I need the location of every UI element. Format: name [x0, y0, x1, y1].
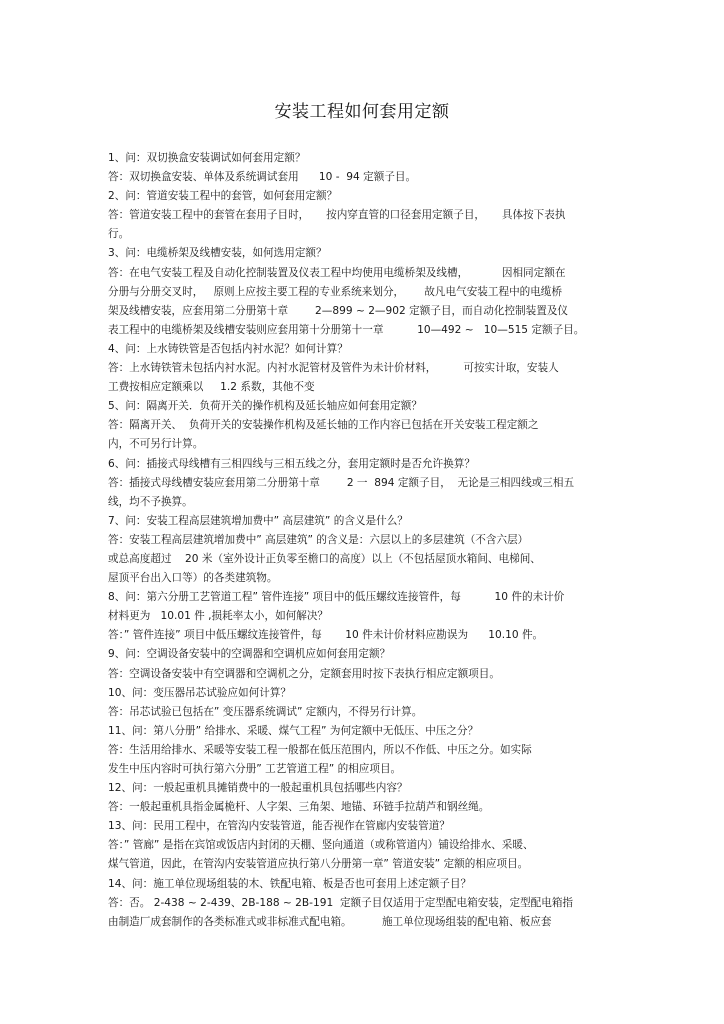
- text-line: 9、问：空调设备安装中的空调器和空调机应如何套用定额？: [108, 648, 391, 661]
- document-body: [108, 149, 612, 932]
- text-line: 答：双切换盒安装、单体及系统调试套用 10 - 94 定额子目。: [108, 171, 417, 184]
- text-line: 答：隔离开关、 负荷开关的安装操作机构及延长轴的工作内容已包括在开关安装工程定额之: [108, 419, 539, 432]
- text-line: 答：” 管廊” 是指在宾馆或饭店内封闭的天棚、竖向通道（或称管道内）铺设给排水、采暖、: [108, 839, 534, 852]
- text-line: 11、问：第八分册” 给排水、采暖、煤气工程” 为何定额中无低压、中压之分？: [108, 724, 479, 737]
- text-line: 答：安装工程高层建筑增加费中” 高层建筑” 的含义是：六层以上的多层建筑（不含六层）: [108, 533, 529, 546]
- text-line: 3、问：电缆桥架及线槽安装，如何选用定额？: [108, 247, 327, 260]
- text-line: 架及线槽安装，应套用第二分册第十章 2—899 ~ 2—902 定额子目，而自动化控制装置及仪: [108, 304, 569, 317]
- text-line: 材料更为 10.01 件 ,损耗率太小，如何解决？: [108, 610, 329, 623]
- text-line: 发生中压内容时可执行第六分册” 工艺管道工程” 的相应项目。: [108, 763, 402, 775]
- text-line: 由制造厂成套制作的各类标准式或非标准式配电箱。 施工单位现场组装的配电箱、板应套: [108, 915, 552, 928]
- text-line: 答：生活用给排水、采暖等安装工程一般都在低压范围内，所以不作低、中压之分。如实际: [108, 743, 532, 756]
- text-line: 答：” 管件连接” 项目中低压螺纹连接管件，每 10 件未计价材料应勘误为 10.10 件。: [108, 629, 544, 642]
- text-line: 煤气管道，因此，在管沟内安装管道应执行第八分册第一章” 管道安装” 定额的相应项目。: [108, 858, 529, 871]
- text-line: 2、问：管道安装工程中的套管，如何套用定额？: [108, 190, 338, 203]
- text-line: 1、问：双切换盒安装调试如何套用定额？: [108, 152, 306, 164]
- text-line: 行。: [108, 228, 130, 241]
- text-line: 或总高度超过 20 米（室外设计正负零至檐口的高度）以上（不包括屋顶水箱间、电梯间、: [108, 552, 541, 565]
- text-line: 5、问：隔离开关．负荷开关的操作机构及延长轴应如何套用定额？: [108, 400, 422, 413]
- text-line: 表工程中的电缆桥架及线槽安装则应套用第十分册第十一章 10—492 ~ 10—515 定额子目。: [108, 323, 585, 336]
- text-line: 内，不可另行计算。: [108, 438, 204, 451]
- text-line: 10、问：变压器吊芯试验应如何计算？: [108, 686, 291, 699]
- text-line: 4、问：上水铸铁管是否包括内衬水泥？如何计算？: [108, 342, 348, 355]
- text-line: 8、问：第六分册工艺管道工程” 管件连接” 项目中的低压螺纹连接管件，每 10 件的未计价: [108, 591, 565, 604]
- text-line: 工费按相应定额乘以 1.2 系数，其他不变: [108, 381, 315, 394]
- text-line: 答：管道安装工程中的套管在套用子目时， 按内穿直管的口径套用定额子目， 具体按下表执: [108, 209, 566, 222]
- text-line: 答：一般起重机具指金属桅杆、人字架、三角架、地锚、环链手拉葫芦和钢丝绳。: [108, 801, 490, 814]
- text-line: 13、问：民用工程中，在管沟内安装管道，能否视作在管廊内安装管道？: [108, 820, 450, 833]
- text-line: 线，均不予换算。: [108, 495, 193, 508]
- text-line: 答：吊芯试验已包括在” 变压器系统调试” 定额内，不得另行计算。: [108, 705, 423, 718]
- text-line: 答：在电气安装工程及自动化控制装置及仪表工程中均使用电缆桥架及线槽， 因相同定额在: [108, 266, 566, 279]
- text-line: 7、问：安装工程高层建筑增加费中” 高层建筑” 的含义是什么？: [108, 514, 408, 527]
- document-title: 安装工程如何套用定额: [274, 102, 450, 122]
- text-line: 12、问：一般起重机具摊销费中的一般起重机具包括哪些内容？: [108, 782, 408, 795]
- text-line: 答：否。 2-438 ~ 2-439、2B-188 ~ 2B-191 定额子目仅适用于定型配电箱安装，定型配电箱指: [108, 896, 574, 909]
- text-line: 6、问：插接式母线槽有三相四线与三相五线之分，套用定额时是否允许换算？: [108, 457, 475, 470]
- text-line: 答：插接式母线槽安装应套用第二分册第十章 2 一 894 定额子目， 无论是三相四线或三相五: [108, 476, 575, 489]
- text-line: 答：上水铸铁管未包括内衬水泥。内衬水泥管材及管件为未计价材料， 可按实计取，安装人: [108, 362, 559, 375]
- text-line: 答：空调设备安装中有空调器和空调机之分，定额套用时按下表执行相应定额项目。: [108, 667, 500, 680]
- text-line: 14、问：施工单位现场组装的木、铁配电箱、板是否也可套用上述定额子目？: [108, 877, 472, 890]
- text-line: 分册与分册交叉时， 原则上应按主要工程的专业系统来划分， 故凡电气安装工程中的电缆桥: [108, 285, 563, 298]
- text-line: 屋顶平台出入口等）的各类建筑物。: [108, 572, 278, 585]
